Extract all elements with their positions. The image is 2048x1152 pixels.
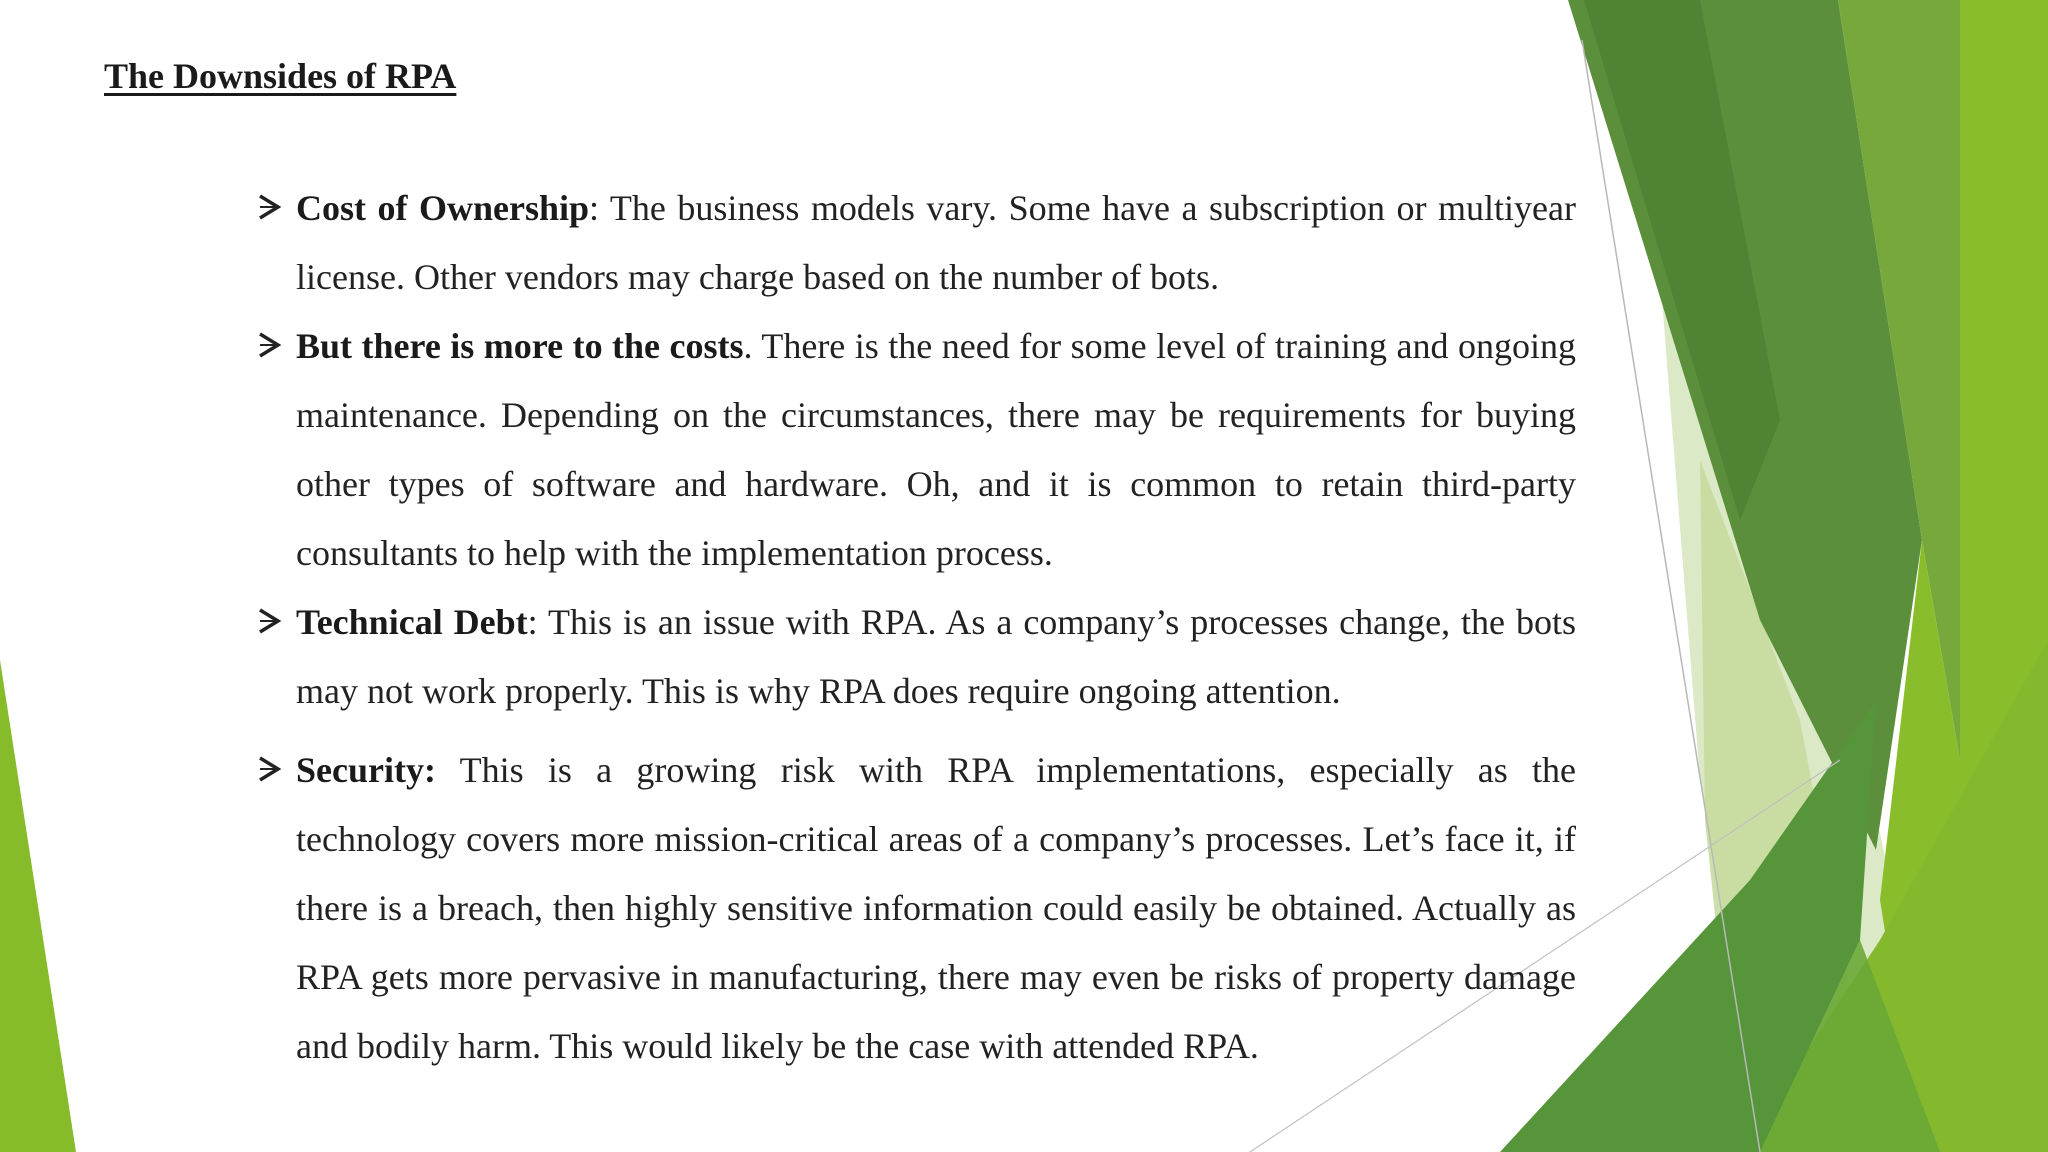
bullet-text: This is an issue with RPA. As a company’s processes change, the bots may not work properly. This is why RPA does require ongoing attention. — [296, 602, 1576, 711]
slide-title: The Downsides of RPA — [104, 56, 457, 96]
bullet-term: Cost of Ownership — [296, 188, 590, 228]
bullet-list — [256, 174, 1576, 1081]
bullet-separator: . — [743, 326, 753, 366]
bullet-term: But there is more to the costs — [296, 326, 744, 366]
bullet-separator: : — [527, 602, 538, 642]
left-green-sliver — [0, 660, 76, 1152]
bullet-separator: : — [589, 188, 600, 228]
bullet-more-costs — [256, 312, 1576, 588]
bullet-technical-debt — [256, 588, 1576, 726]
arrow-bullet-icon — [256, 330, 284, 360]
bullet-security — [256, 736, 1576, 1081]
bullet-cost-of-ownership — [256, 174, 1576, 312]
arrow-bullet-icon — [256, 192, 284, 222]
bullet-text: The business models vary. Some have a subscription or multiyear license. Other vendors may charge based on the number of bots. — [296, 188, 1576, 297]
bullet-term: Technical Debt — [296, 602, 528, 642]
bullet-term: Security: — [296, 750, 436, 790]
arrow-bullet-icon — [256, 754, 284, 784]
arrow-bullet-icon — [256, 606, 284, 636]
bullet-text: There is the need for some level of training and ongoing maintenance. Depending on the circumstances, there may be requirements for buying other types of software and hardware. Oh, and it is common to retain third-party consultants to help with the implementation process. — [296, 326, 1576, 573]
bullet-text: This is a growing risk with RPA implementations, especially as the technology covers more mission-critical areas of a company’s processes. Let’s face it, if there is a breach, then highly sensitive information could easily be obtained. Actually as RPA gets more pervasive in manufacturing, there may even be risks of property damage and bodily harm. This would likely be the case with attended RPA. — [296, 750, 1576, 1066]
